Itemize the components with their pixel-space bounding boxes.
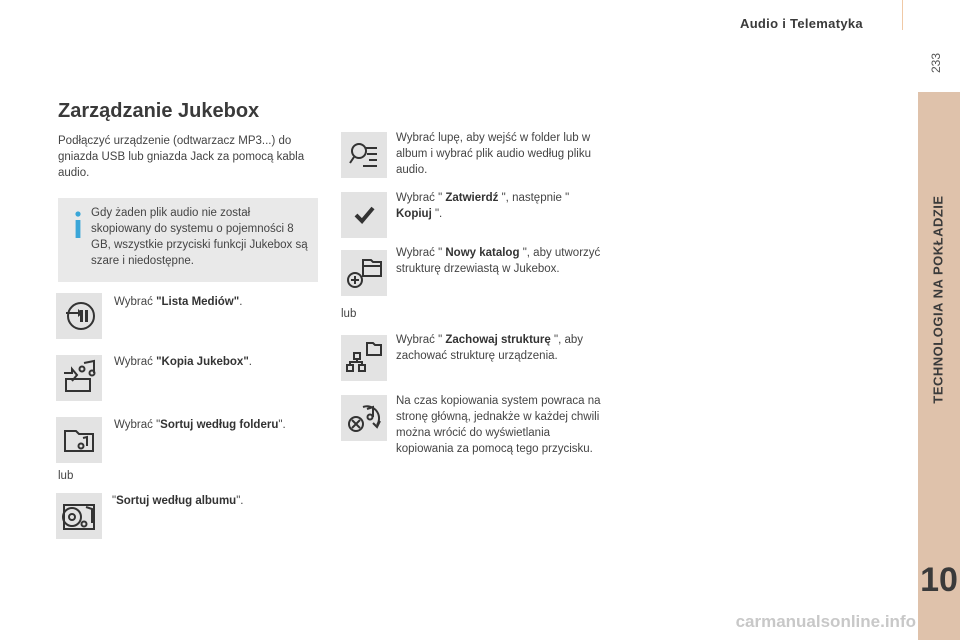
folder-sort-icon [56, 417, 102, 463]
page-title: Zarządzanie Jukebox [58, 100, 260, 122]
chapter-sidebar [918, 92, 960, 640]
copy-jukebox-button-icon [56, 355, 102, 401]
info-icon [70, 210, 86, 240]
step-sort-album: "Sortuj według albumu". [112, 495, 244, 507]
chapter-label: TECHNOLOGIA NA POKŁADZIE [930, 195, 946, 404]
or-label-right: lub [341, 308, 357, 320]
copy-progress-icon [341, 395, 387, 441]
search-magnifier-icon [341, 132, 387, 178]
step-keep-structure: Wybrać " Zachowaj strukturę ", aby zachować strukturę urządzenia. [396, 334, 584, 362]
section-header: Audio i Telematyka [740, 16, 863, 31]
new-folder-icon [341, 250, 387, 296]
step-media-list: Wybrać "Lista Mediów". [114, 296, 243, 308]
chapter-number: 10 [920, 561, 958, 599]
intro-text: Podłączyć urządzenie (odtwarzacz MP3...) do gniazda USB lub gniazda Jack za pomocą kabla audio. [58, 135, 305, 179]
step-confirm-copy: Wybrać " Zatwierdź ", następnie " Kopiuj ". [396, 192, 570, 220]
header-divider [902, 0, 903, 30]
page-number: 233 [929, 52, 943, 74]
info-text: Gdy żaden plik audio nie został skopiowany do systemu o pojemności 8 GB, wszystkie przyciski funkcji Jukebox są szare i niedostępne. [91, 207, 308, 267]
step-copy-info: Na czas kopiowania system powraca na stronę główną, jednakże w każdej chwili można wrócić do wyświetlania kopiowania za pomocą tego przycisku. [396, 395, 601, 455]
footer-watermark: carmanualsonline.info [735, 612, 916, 631]
keep-structure-icon [341, 335, 387, 381]
step-sort-folder: Wybrać "Sortuj według folderu". [114, 419, 286, 431]
or-label: lub [58, 470, 74, 482]
media-list-button-icon [56, 293, 102, 339]
step-search-text: Wybrać lupę, aby wejść w folder lub w album i wybrać plik audio według pliku audio. [396, 132, 591, 176]
album-sort-icon [56, 493, 102, 539]
info-box [58, 198, 318, 282]
confirm-check-icon [341, 192, 387, 238]
step-new-folder: Wybrać " Nowy katalog ", aby utworzyć strukturę drzewiastą w Jukebox. [396, 247, 601, 275]
step-copy-jukebox: Wybrać "Kopia Jukebox". [114, 356, 252, 368]
